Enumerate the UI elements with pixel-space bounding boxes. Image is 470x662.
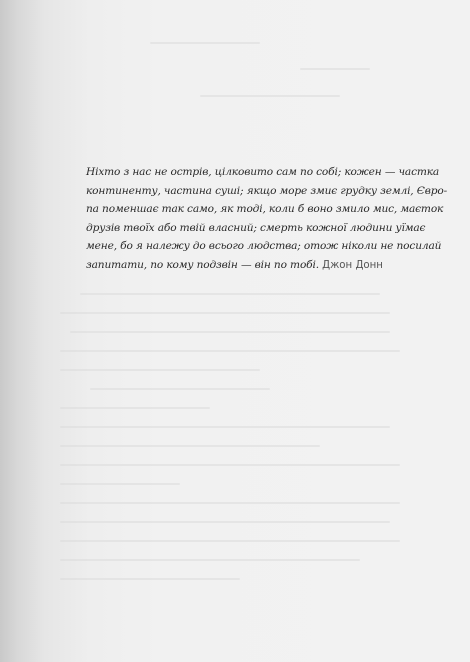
epigraph-line: мене, бо я належу до всього людства; отож ніколи не посилай <box>86 240 442 253</box>
epigraph-line: запитати, по кому подзвін — він по тобі. <box>86 258 319 271</box>
epigraph-line: па поменшає так само, як тоді, коли б воно змило мис, маєток <box>86 203 444 216</box>
epigraph-author: Джон Донн <box>322 259 383 271</box>
epigraph-last-line <box>86 256 391 276</box>
epigraph-line: континенту, частина суші; якщо море змиє грудку землі, Євро- <box>86 184 448 197</box>
epigraph-line: друзів твоїх або твій власний; смерть кожної людини уїмає <box>86 221 426 234</box>
epigraph-line: Ніхто з нас не острів, цілковито сам по собі; кожен — частка <box>86 166 440 178</box>
epigraph-quote <box>86 163 448 276</box>
